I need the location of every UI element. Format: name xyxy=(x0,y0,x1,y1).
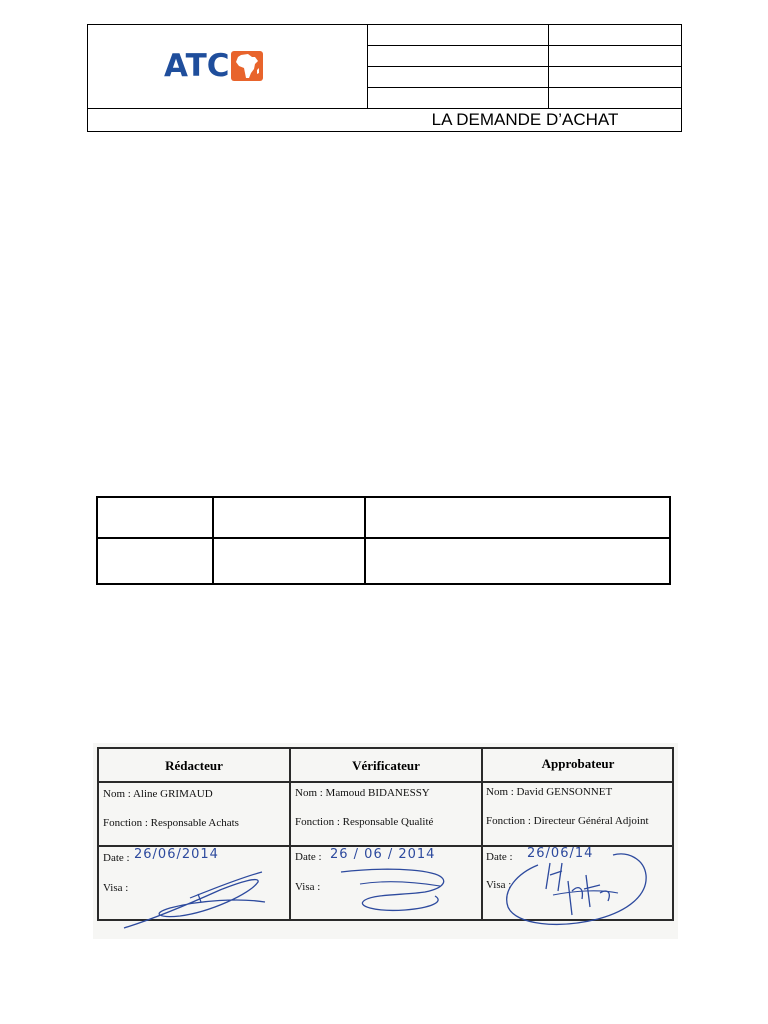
verificateur-date-label: Date : xyxy=(295,851,322,863)
revision-table xyxy=(96,496,671,585)
atc-logo xyxy=(164,48,294,84)
verificateur-nom: Nom : Mamoud BIDANESSY xyxy=(295,787,430,799)
redacteur-fonction: Fonction : Responsable Achats xyxy=(103,817,239,829)
heading-verificateur: Vérificateur xyxy=(352,758,420,773)
verificateur-fonction: Fonction : Responsable Qualité xyxy=(295,816,434,828)
verificateur-date-handwritten: 26 / 06 / 2014 xyxy=(330,847,436,862)
approbateur-nom: Nom : David GENSONNET xyxy=(486,786,613,798)
redacteur-date-handwritten: 26/06/2014 xyxy=(134,847,219,862)
approbateur-visa-label: Visa : xyxy=(486,879,512,891)
document-title: LA DEMANDE D’ACHAT xyxy=(431,110,619,129)
redacteur-nom: Nom : Aline GRIMAUD xyxy=(103,788,213,800)
header-grid-row-line xyxy=(368,87,682,88)
logo-text: ATC xyxy=(164,47,230,84)
approbateur-fonction: Fonction : Directeur Général Adjoint xyxy=(486,815,649,827)
approbateur-date-handwritten: 26/06/14 xyxy=(527,846,594,861)
heading-approbateur: Approbateur xyxy=(541,756,615,771)
redacteur-signature xyxy=(120,868,270,938)
heading-redacteur: Rédacteur xyxy=(165,758,223,773)
verificateur-visa-label: Visa : xyxy=(295,881,321,893)
redacteur-date-label: Date : xyxy=(103,852,130,864)
approbateur-signature xyxy=(488,845,658,930)
verificateur-signature xyxy=(335,862,455,917)
revision-table-row-line xyxy=(96,537,671,539)
header-grid-row-line xyxy=(368,66,682,67)
revision-table-col-line xyxy=(364,496,366,585)
africa-map-icon xyxy=(231,51,263,81)
approbateur-date-label: Date : xyxy=(486,851,513,863)
redacteur-visa-label: Visa : xyxy=(103,882,129,894)
header-grid-row-line xyxy=(368,45,682,46)
revision-table-col-line xyxy=(212,496,214,585)
